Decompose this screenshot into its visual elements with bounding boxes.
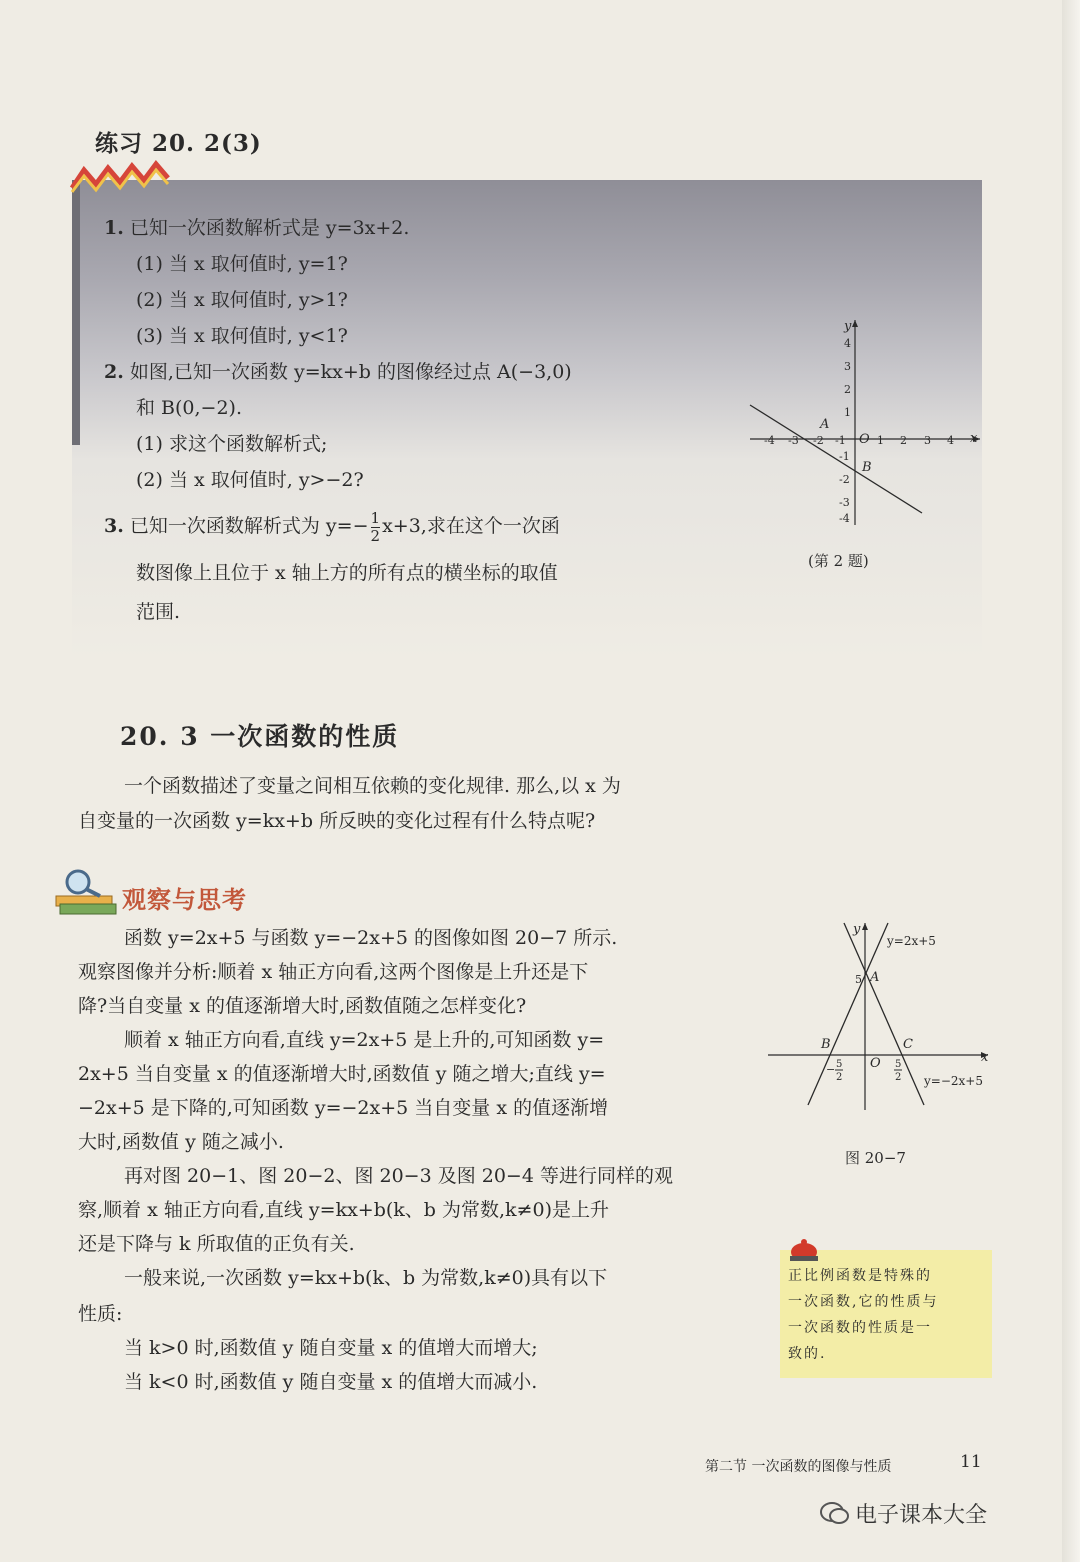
point-a-label: A [870, 970, 880, 985]
body-line: 一般来说,一次函数 y=kx+b(k、b 为常数,k≠0)具有以下 [124, 1267, 608, 1289]
body-line: 2x+5 当自变量 x 的值逐渐增大时,函数值 y 随之增大;直线 y= [78, 1063, 606, 1085]
x-tick: 1 [877, 434, 884, 447]
chat-logo-icon [820, 1500, 850, 1526]
x-tick: 3 [924, 434, 931, 447]
x-tick: -2 [813, 434, 824, 447]
section-title: 20. 3 一次函数的性质 [120, 722, 400, 751]
books-magnifier-icon [52, 866, 122, 918]
y-tick: -1 [839, 450, 850, 463]
x-tick: -1 [835, 434, 846, 447]
body-line: −2x+5 是下降的,可知函数 y=−2x+5 当自变量 x 的值逐渐增 [78, 1097, 609, 1119]
figure-20-7 [760, 915, 1000, 1115]
body-line: 降?当自变量 x 的值逐渐增大时,函数值随之怎样变化? [78, 995, 527, 1017]
y-axis-label: y [853, 922, 861, 937]
watermark: 电子课本大全 [855, 1503, 988, 1528]
page-number: 11 [960, 1452, 982, 1472]
point-b-label: B [821, 1037, 831, 1052]
point-c-label: C [903, 1037, 913, 1052]
zigzag-decoration-icon [70, 160, 180, 194]
body-line: 函数 y=2x+5 与函数 y=−2x+5 的图像如图 20−7 所示. [124, 927, 618, 949]
body-line: 还是下降与 k 所取值的正负有关. [78, 1233, 355, 1255]
y-tick: 3 [844, 360, 851, 373]
origin-label: O [870, 1056, 881, 1071]
neg-sign: − [826, 1063, 836, 1076]
alarm-icon [786, 1232, 822, 1262]
observe-title: 观察与思考 [122, 885, 247, 914]
function-line [750, 405, 922, 513]
y-axis-label: y [844, 319, 852, 334]
line-decreasing [844, 923, 924, 1105]
exercise-item-3-line2: 数图像上且位于 x 轴上方的所有点的横坐标的取值 [136, 562, 558, 584]
side-note-text: 正比例函数是特殊的 一次函数,它的性质与 一次函数的性质是一 致的. [788, 1268, 939, 1362]
exercise-item-3-line3: 范围. [136, 601, 181, 623]
origin-label: O [859, 432, 870, 447]
body-line: 观察图像并分析:顺着 x 轴正方向看,这两个图像是上升还是下 [78, 961, 589, 983]
x-tick: -4 [764, 434, 775, 447]
body-line: 顺着 x 轴正方向看,直线 y=2x+5 是上升的,可知函数 y= [124, 1029, 605, 1051]
y-tick: 4 [844, 337, 851, 350]
x-tick: -3 [788, 434, 799, 447]
exercise-item: (2) 当 x 取何值时, y>1? [136, 289, 348, 311]
problem-2-graph [740, 310, 990, 540]
point-a-label: A [820, 417, 830, 432]
exercise-item: (2) 当 x 取何值时, y>−2? [136, 469, 364, 491]
exercise-item: (1) 求这个函数解析式; [136, 433, 328, 455]
y-tick: 1 [844, 406, 851, 419]
exercise-item-3: 3. 已知一次函数解析式为 y=− $\frac{1}{2}$ x+3,求在这个一次函 [104, 508, 560, 545]
point-b-label: B [862, 460, 872, 475]
x-tick: 4 [947, 434, 954, 447]
exercise-item: 2. 如图,已知一次函数 y=kx+b 的图像经过点 A(−3,0) [104, 361, 572, 383]
problem-2-caption: (第 2 题) [808, 552, 869, 570]
x-tick: 2 [900, 434, 907, 447]
intro-line: 一个函数描述了变量之间相互依赖的变化规律. 那么,以 x 为 [124, 775, 621, 797]
property-line: 当 k<0 时,函数值 y 随自变量 x 的值增大而减小. [124, 1371, 538, 1393]
neg-frac-num: 5 [836, 1059, 843, 1070]
figure-caption: 图 20−7 [845, 1149, 906, 1167]
body-line: 性质: [78, 1303, 123, 1325]
line1-label: y=2x+5 [887, 934, 936, 948]
pos-frac-den: 2 [895, 1072, 902, 1083]
exercise-title: 练习 20. 2(3) [95, 130, 262, 157]
line-increasing [808, 923, 888, 1105]
neg-frac-den: 2 [836, 1072, 843, 1083]
page-edge [1062, 0, 1080, 1562]
x-axis-label: x [981, 1050, 989, 1065]
running-footer: 第二节 一次函数的图像与性质 [705, 1459, 892, 1475]
y-intercept-label: 5 [855, 973, 862, 986]
y-tick: 2 [844, 383, 851, 396]
body-line: 再对图 20−1、图 20−2、图 20−3 及图 20−4 等进行同样的观 [124, 1165, 673, 1187]
y-tick: -3 [839, 496, 850, 509]
exercise-item: 和 B(0,−2). [136, 397, 243, 419]
exercise-item: (1) 当 x 取何值时, y=1? [136, 253, 348, 275]
pos-frac-num: 5 [895, 1059, 902, 1070]
line2-label: y=−2x+5 [924, 1074, 983, 1088]
y-tick: -2 [839, 473, 850, 486]
exercise-item: 1. 已知一次函数解析式是 y=3x+2. [104, 217, 410, 239]
x-axis-label: x [970, 431, 978, 446]
property-line: 当 k>0 时,函数值 y 随自变量 x 的值增大而增大; [124, 1337, 538, 1359]
intro-line: 自变量的一次函数 y=kx+b 所反映的变化过程有什么特点呢? [78, 810, 596, 832]
exercise-side-bar [72, 180, 80, 445]
body-line: 大时,函数值 y 随之减小. [78, 1131, 284, 1153]
exercise-item: (3) 当 x 取何值时, y<1? [136, 325, 348, 347]
y-tick: -4 [839, 512, 850, 525]
body-line: 察,顺着 x 轴正方向看,直线 y=kx+b(k、b 为常数,k≠0)是上升 [78, 1199, 609, 1221]
